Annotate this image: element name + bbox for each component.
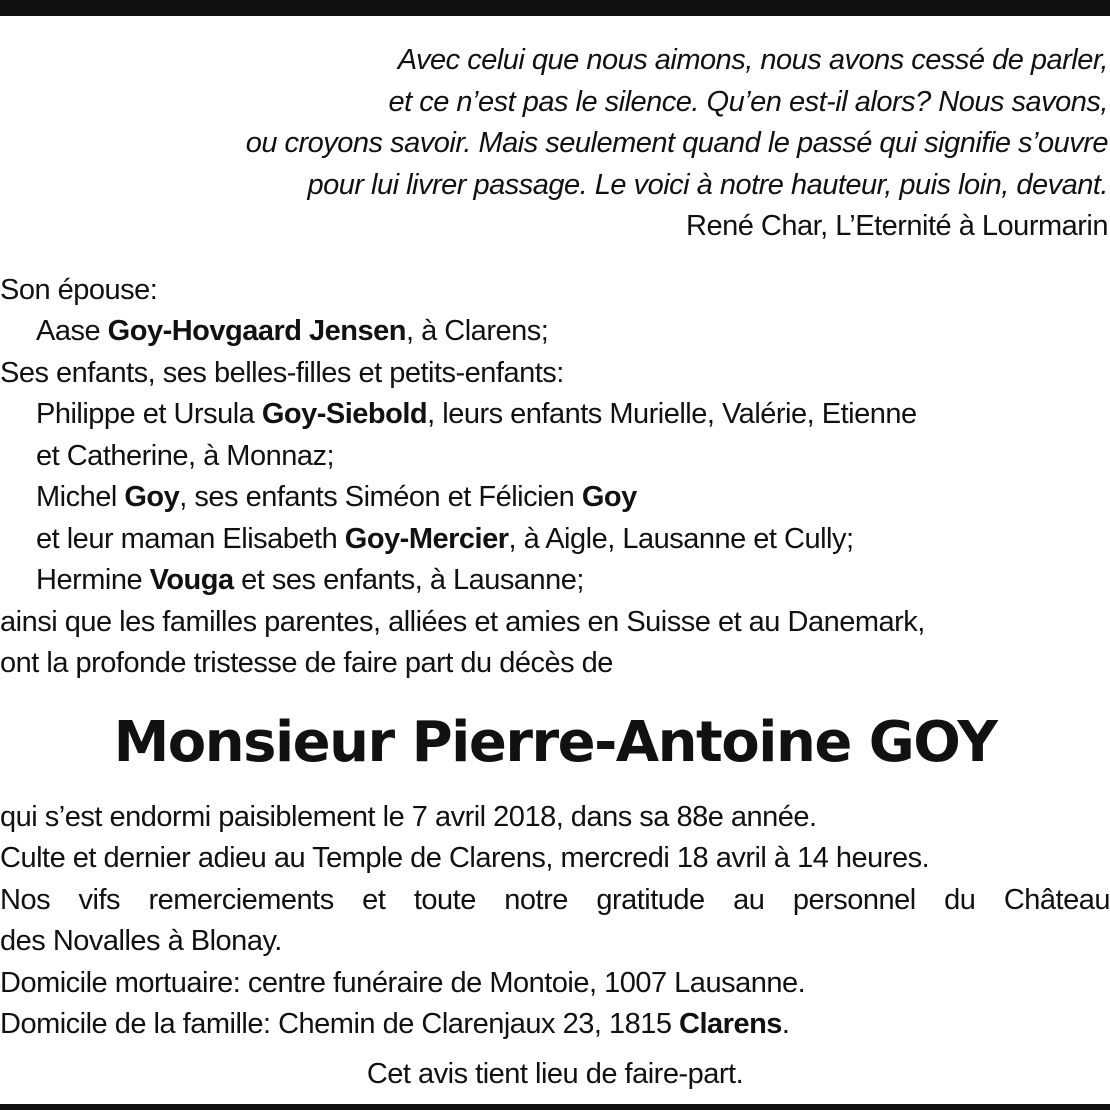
- epigraph-line: ou croyons savoir. Mais seulement quand le passé qui signifie s’ouvre: [245, 127, 1108, 159]
- thanks-line-continued: des Novalles à Blonay.: [0, 925, 282, 957]
- child-surname: Goy-Mercier: [344, 522, 509, 555]
- spouse-location: , à Clarens;: [406, 315, 549, 347]
- extended-families: ainsi que les familles parentes, alliées et amies en Suisse et au Danemark,: [0, 605, 925, 638]
- date-of-death: qui s’est endormi paisiblement le 7 avril 2018, dans sa 88e année.: [0, 800, 817, 833]
- child-surname: Goy: [581, 481, 637, 513]
- child-first-names: Hermine: [36, 564, 150, 596]
- child-entry: [0, 477, 1110, 519]
- child-location: , à Aigle, Lausanne et Cully;: [508, 522, 854, 555]
- bottom-rule: [0, 1104, 1110, 1110]
- epigraph: [0, 40, 1110, 248]
- mortuary-address: Domicile mortuaire: centre funéraire de Montoie, 1007 Lausanne.: [0, 966, 806, 999]
- family-list: [0, 270, 1110, 685]
- family-address-street: Domicile de la famille: Chemin de Clarenjaux 23, 1815: [0, 1008, 680, 1040]
- child-details: et ses enfants, à Lausanne;: [233, 564, 584, 596]
- child-entry-continued: et Catherine, à Monnaz;: [36, 439, 335, 472]
- epigraph-line: et ce n’est pas le silence. Qu’en est-il alors? Nous savons,: [388, 85, 1108, 118]
- announcement-line: ont la profonde tristesse de faire part du décès de: [0, 647, 613, 679]
- children-heading: Ses enfants, ses belles-filles et petits-enfants:: [0, 356, 564, 389]
- child-details: , leurs enfants Murielle, Valérie, Etienne: [427, 398, 917, 430]
- child-surname: Goy-Siebold: [261, 398, 428, 430]
- closing-note: Cet avis tient lieu de faire-part.: [366, 1057, 744, 1090]
- deceased-name: Monsieur Pierre-Antoine GOY: [113, 709, 997, 775]
- family-address-end: .: [781, 1008, 790, 1040]
- epigraph-line: pour lui livrer passage. Le voici à notre hauteur, puis loin, devant.: [307, 168, 1108, 201]
- child-entry: [0, 560, 1110, 602]
- family-address: [0, 1004, 1110, 1046]
- service-details: [0, 797, 1110, 1046]
- child-entry-continued: [0, 519, 1110, 561]
- thanks-line: Nos vifs remerciements et toute notre gratitude au personnel du Château: [0, 883, 1110, 916]
- child-first-names: Philippe et Ursula: [36, 398, 262, 430]
- spouse-heading: Son épouse:: [0, 273, 158, 306]
- epigraph-attribution: René Char, L’Eternité à Lourmarin: [686, 210, 1108, 242]
- spouse-entry: [0, 311, 1110, 353]
- obituary-notice: [0, 40, 1110, 1095]
- family-address-town: Clarens: [679, 1008, 782, 1040]
- child-surname: Goy: [124, 481, 180, 513]
- child-first-names: Michel: [36, 481, 125, 513]
- top-rule: [0, 0, 1110, 16]
- child-entry: [0, 394, 1110, 436]
- child-details: et leur maman Elisabeth: [36, 522, 345, 555]
- spouse-first-name: Aase: [36, 315, 108, 347]
- epigraph-line: Avec celui que nous aimons, nous avons cessé de parler,: [397, 44, 1108, 76]
- child-surname: Vouga: [149, 564, 234, 596]
- spouse-surname: Goy-Hovgaard Jensen: [107, 315, 406, 347]
- child-details: , ses enfants Siméon et Félicien: [179, 481, 582, 513]
- service-info: Culte et dernier adieu au Temple de Clarens, mercredi 18 avril à 14 heures.: [0, 842, 930, 874]
